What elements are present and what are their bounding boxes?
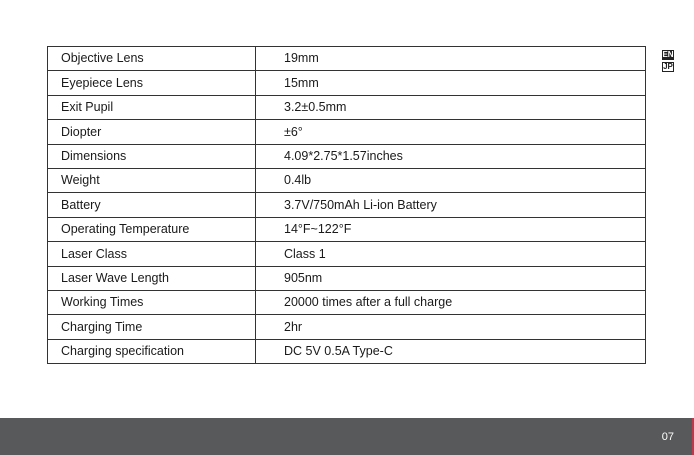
spec-label: Weight	[48, 168, 256, 192]
spec-value: ±6°	[256, 120, 646, 144]
table-row	[48, 290, 646, 314]
spec-label: Laser Class	[48, 242, 256, 266]
spec-label: Charging specification	[48, 339, 256, 363]
page-number: 07	[661, 431, 674, 443]
table-row	[48, 95, 646, 119]
table-row	[48, 47, 646, 71]
spec-label: Charging Time	[48, 315, 256, 339]
spec-label: Eyepiece Lens	[48, 71, 256, 95]
spec-label: Dimensions	[48, 144, 256, 168]
spec-table	[47, 46, 646, 364]
spec-value: 3.2±0.5mm	[256, 95, 646, 119]
spec-label: Exit Pupil	[48, 95, 256, 119]
table-row	[48, 71, 646, 95]
spec-value: DC 5V 0.5A Type-C	[256, 339, 646, 363]
spec-value: 2hr	[256, 315, 646, 339]
table-row	[48, 168, 646, 192]
spec-label: Laser Wave Length	[48, 266, 256, 290]
table-row	[48, 242, 646, 266]
spec-value: 0.4lb	[256, 168, 646, 192]
language-tab-en[interactable]: EN	[662, 50, 674, 59]
spec-value: 905nm	[256, 266, 646, 290]
spec-label: Working Times	[48, 290, 256, 314]
table-row	[48, 315, 646, 339]
language-tab-jp[interactable]: JP	[663, 62, 673, 71]
table-row	[48, 144, 646, 168]
table-row	[48, 193, 646, 217]
spec-label: Objective Lens	[48, 47, 256, 71]
table-row	[48, 217, 646, 241]
spec-value: 19mm	[256, 47, 646, 71]
language-tabs	[662, 50, 674, 74]
table-row	[48, 266, 646, 290]
spec-value: 3.7V/750mAh Li-ion Battery	[256, 193, 646, 217]
spec-label: Operating Temperature	[48, 217, 256, 241]
spec-value: 15mm	[256, 71, 646, 95]
footer-bar	[0, 418, 694, 455]
table-row	[48, 120, 646, 144]
spec-value: 14°F~122°F	[256, 217, 646, 241]
spec-label: Diopter	[48, 120, 256, 144]
spec-value: 20000 times after a full charge	[256, 290, 646, 314]
spec-value: Class 1	[256, 242, 646, 266]
table-row	[48, 339, 646, 363]
spec-label: Battery	[48, 193, 256, 217]
spec-value: 4.09*2.75*1.57inches	[256, 144, 646, 168]
spec-table-body	[48, 47, 646, 364]
